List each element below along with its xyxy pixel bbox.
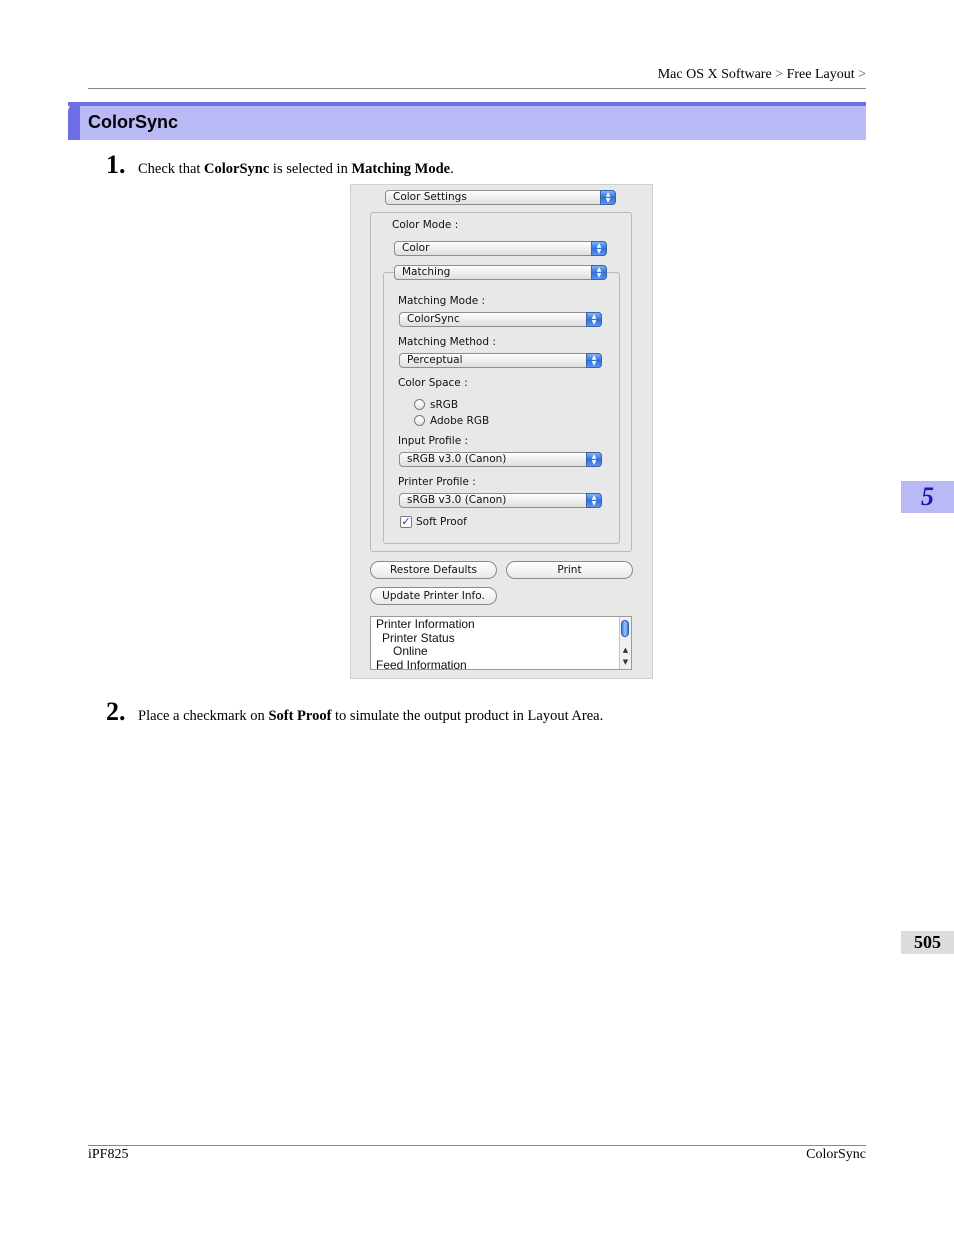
scrollbar-thumb[interactable] <box>621 620 629 637</box>
breadcrumb <box>658 67 866 83</box>
step-2 <box>106 697 603 727</box>
step-text: Place a checkmark on Soft Proof to simulate the output product in Layout Area. <box>138 708 604 724</box>
radio-srgb-label: sRGB <box>430 399 459 411</box>
input-profile-label: Input Profile : <box>398 435 469 447</box>
popup-arrows-icon: ▲ ▼ <box>586 493 602 508</box>
soft-proof-label: Soft Proof <box>416 516 467 528</box>
footer-model: iPF825 <box>88 1147 129 1162</box>
step-1 <box>106 150 454 180</box>
popup-arrows-icon: ▲ ▼ <box>586 312 602 327</box>
list-item: Feed Information <box>376 658 467 670</box>
color-mode-popup[interactable]: Color ▲ ▼ <box>394 241 607 256</box>
chapter-tab[interactable]: 5 <box>901 481 954 513</box>
breadcrumb-item-free-layout[interactable]: Free Layout <box>786 67 855 82</box>
panel-popup[interactable]: Color Settings ▲ ▼ <box>385 190 616 205</box>
scroll-down-icon[interactable]: ▼ <box>622 658 629 666</box>
breadcrumb-separator: > <box>775 67 784 82</box>
color-space-label: Color Space : <box>398 377 468 389</box>
list-item: Online <box>393 644 428 658</box>
list-item: Printer Information <box>376 617 475 631</box>
color-settings-dialog <box>350 184 653 679</box>
input-profile-popup[interactable]: sRGB v3.0 (Canon) ▲ ▼ <box>399 452 602 467</box>
matching-mode-label: Matching Mode : <box>398 295 486 307</box>
scroll-up-icon[interactable]: ▲ <box>622 646 629 654</box>
popup-arrows-icon: ▲ ▼ <box>591 265 607 280</box>
radio-adobe-rgb-label: Adobe RGB <box>430 415 490 427</box>
popup-arrows-icon: ▲ ▼ <box>586 452 602 467</box>
list-item: Printer Status <box>382 631 455 645</box>
footer-rule <box>88 1145 866 1146</box>
matching-mode-popup[interactable]: ColorSync ▲ ▼ <box>399 312 602 327</box>
color-mode-label: Color Mode : <box>392 219 459 231</box>
radio-adobe-rgb[interactable] <box>414 415 425 426</box>
section-title: ColorSync <box>88 112 179 132</box>
printer-info-list[interactable] <box>370 616 632 670</box>
popup-arrows-icon: ▲ ▼ <box>586 353 602 368</box>
breadcrumb-item-software[interactable]: Mac OS X Software <box>657 67 772 82</box>
header-rule <box>88 88 866 89</box>
list-scrollbar[interactable] <box>619 617 631 669</box>
matching-popup[interactable]: Matching ▲ ▼ <box>394 265 607 280</box>
popup-arrows-icon: ▲ ▼ <box>591 241 607 256</box>
restore-defaults-button[interactable]: Restore Defaults <box>370 561 497 579</box>
step-number: 1. <box>106 150 126 179</box>
step-text: Check that ColorSync is selected in Matching Mode. <box>138 161 454 177</box>
footer-section: ColorSync <box>806 1147 866 1162</box>
step-number: 2. <box>106 697 126 726</box>
matching-method-popup[interactable]: Perceptual ▲ ▼ <box>399 353 602 368</box>
print-button[interactable]: Print <box>506 561 633 579</box>
popup-arrows-icon: ▲ ▼ <box>600 190 616 205</box>
printer-profile-popup[interactable]: sRGB v3.0 (Canon) ▲ ▼ <box>399 493 602 508</box>
radio-srgb[interactable] <box>414 399 425 410</box>
update-printer-info-button[interactable]: Update Printer Info. <box>370 587 497 605</box>
section-banner <box>68 102 866 140</box>
soft-proof-checkbox[interactable]: ✓ <box>401 515 411 528</box>
page-number: 505 <box>901 931 954 954</box>
printer-profile-label: Printer Profile : <box>398 476 476 488</box>
breadcrumb-separator: > <box>858 67 866 82</box>
matching-method-label: Matching Method : <box>398 336 496 348</box>
